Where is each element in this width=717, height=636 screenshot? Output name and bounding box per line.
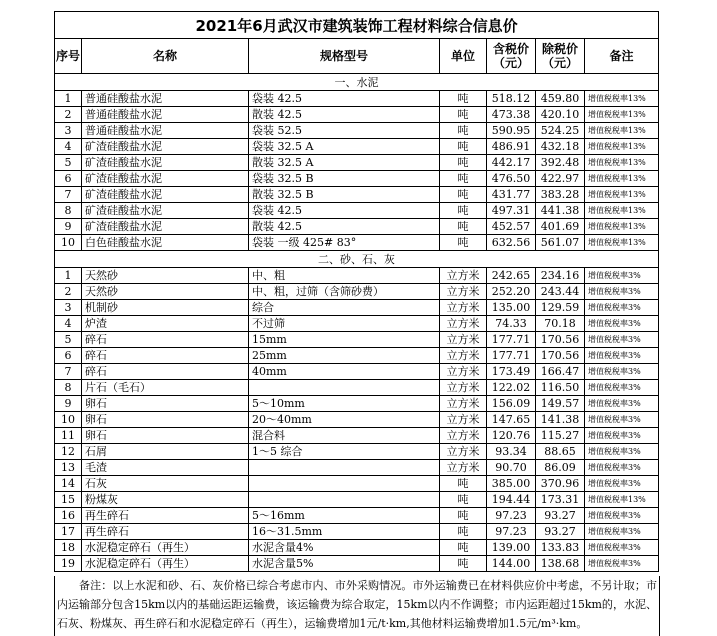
row-tax-in: 590.95: [487, 123, 536, 139]
row-name: 普通硅酸盐水泥: [82, 107, 249, 123]
row-note: 增值税税率3%: [585, 444, 659, 460]
row-unit: 吨: [440, 171, 487, 187]
row-tax-in: 135.00: [487, 300, 536, 316]
row-note: 增值税税率13%: [585, 187, 659, 203]
row-tax-in: 139.00: [487, 540, 536, 556]
row-tax-ex: 93.27: [536, 524, 585, 540]
row-note: 增值税税率3%: [585, 540, 659, 556]
row-tax-in: 144.00: [487, 556, 536, 572]
row-note: 增值税税率3%: [585, 300, 659, 316]
table-row: [55, 316, 659, 332]
row-tax-in: 74.33: [487, 316, 536, 332]
row-unit: 吨: [440, 492, 487, 508]
row-unit: 立方米: [440, 444, 487, 460]
row-tax-in: 452.57: [487, 219, 536, 235]
row-note: 增值税税率3%: [585, 524, 659, 540]
row-tax-ex: 441.38: [536, 203, 585, 219]
row-no: 6: [55, 348, 82, 364]
row-note: 增值税税率3%: [585, 284, 659, 300]
row-unit: 吨: [440, 123, 487, 139]
row-spec: 散装 42.5: [249, 107, 440, 123]
row-no: 4: [55, 316, 82, 332]
row-spec: 袋装 32.5 A: [249, 139, 440, 155]
row-name: 卵石: [82, 396, 249, 412]
row-no: 16: [55, 508, 82, 524]
row-tax-in: 473.38: [487, 107, 536, 123]
row-spec: 16～31.5mm: [249, 524, 440, 540]
row-tax-in: 97.23: [487, 508, 536, 524]
row-name: 石灰: [82, 476, 249, 492]
row-tax-ex: 392.48: [536, 155, 585, 171]
row-name: 碎石: [82, 348, 249, 364]
row-spec: 25mm: [249, 348, 440, 364]
table-row: [55, 412, 659, 428]
row-note: 增值税税率13%: [585, 123, 659, 139]
row-no: 1: [55, 91, 82, 107]
row-unit: 吨: [440, 524, 487, 540]
row-name: 矿渣硅酸盐水泥: [82, 187, 249, 203]
table-row: [55, 476, 659, 492]
row-spec: 中、粗，过筛（含筛砂费）: [249, 284, 440, 300]
row-spec: 1～5 综合: [249, 444, 440, 460]
row-unit: 吨: [440, 219, 487, 235]
row-unit: 吨: [440, 203, 487, 219]
row-note: 增值税税率13%: [585, 203, 659, 219]
row-spec: [249, 380, 440, 396]
row-name: 水泥稳定碎石（再生）: [82, 556, 249, 572]
table-row: [55, 364, 659, 380]
row-note: 增值税税率3%: [585, 316, 659, 332]
row-no: 3: [55, 123, 82, 139]
row-name: 卵石: [82, 428, 249, 444]
table-row: [55, 300, 659, 316]
row-tax-ex: 422.97: [536, 171, 585, 187]
table-row: [55, 396, 659, 412]
row-unit: 吨: [440, 155, 487, 171]
document-title: 2021年6月武汉市建筑装饰工程材料综合信息价: [55, 12, 659, 39]
row-tax-ex: 170.56: [536, 332, 585, 348]
row-spec: [249, 492, 440, 508]
row-tax-in: 497.31: [487, 203, 536, 219]
row-name: 石屑: [82, 444, 249, 460]
row-note: 增值税税率13%: [585, 492, 659, 508]
row-tax-ex: 70.18: [536, 316, 585, 332]
row-tax-in: 177.71: [487, 348, 536, 364]
table-row: [55, 284, 659, 300]
header-spec: 规格型号: [249, 39, 440, 74]
row-name: 机制砂: [82, 300, 249, 316]
row-name: 卵石: [82, 412, 249, 428]
row-name: 天然砂: [82, 268, 249, 284]
section-row: [55, 74, 659, 91]
row-spec: 水泥含量5%: [249, 556, 440, 572]
table-row: [55, 460, 659, 476]
header-unit: 单位: [440, 39, 487, 74]
row-spec: 散装 32.5 A: [249, 155, 440, 171]
table-row: [55, 235, 659, 251]
row-tax-in: 518.12: [487, 91, 536, 107]
row-spec: 袋装 一级 425# 83°: [249, 235, 440, 251]
section-row: [55, 251, 659, 268]
row-spec: [249, 460, 440, 476]
row-unit: 立方米: [440, 364, 487, 380]
row-no: 2: [55, 284, 82, 300]
row-tax-in: 120.76: [487, 428, 536, 444]
row-no: 1: [55, 268, 82, 284]
row-note: 增值税税率3%: [585, 348, 659, 364]
row-tax-ex: 459.80: [536, 91, 585, 107]
table-row: [55, 524, 659, 540]
row-tax-ex: 141.38: [536, 412, 585, 428]
notes-text: 备注：以上水泥和砂、石、灰价格已综合考虑市内、市外采购情况。市外运输费已在材料供应价中考虑，不另计取；市内运输部分包含15km以内的基础运距运输费，该运输费为综合取定，15km以内不作调整；市内运距超过15km的，水泥、石灰、粉煤灰、再生碎石和水泥稳定碎石（再生），运输费增加1元/t·km,其他材料运输费增加1.5元/m³·km。: [57, 579, 657, 630]
row-no: 4: [55, 139, 82, 155]
row-no: 15: [55, 492, 82, 508]
table-row: [55, 332, 659, 348]
row-spec: 散装 42.5: [249, 219, 440, 235]
row-note: 增值税税率3%: [585, 332, 659, 348]
row-unit: 立方米: [440, 316, 487, 332]
row-tax-in: 93.34: [487, 444, 536, 460]
price-sheet: [54, 11, 658, 572]
row-no: 18: [55, 540, 82, 556]
row-spec: 袋装 52.5: [249, 123, 440, 139]
row-name: 再生碎石: [82, 508, 249, 524]
row-tax-ex: 133.83: [536, 540, 585, 556]
row-spec: 20～40mm: [249, 412, 440, 428]
row-tax-in: 476.50: [487, 171, 536, 187]
row-note: 增值税税率3%: [585, 556, 659, 572]
row-note: 增值税税率13%: [585, 91, 659, 107]
header-no: 序号: [55, 39, 82, 74]
row-no: 6: [55, 171, 82, 187]
row-tax-ex: 116.50: [536, 380, 585, 396]
row-note: 增值税税率13%: [585, 219, 659, 235]
row-name: 毛渣: [82, 460, 249, 476]
row-tax-in: 147.65: [487, 412, 536, 428]
row-name: 水泥稳定碎石（再生）: [82, 540, 249, 556]
row-tax-in: 632.56: [487, 235, 536, 251]
row-no: 5: [55, 155, 82, 171]
row-tax-in: 431.77: [487, 187, 536, 203]
row-spec: 15mm: [249, 332, 440, 348]
row-name: 天然砂: [82, 284, 249, 300]
row-tax-ex: 432.18: [536, 139, 585, 155]
table-row: [55, 171, 659, 187]
table-row: [55, 123, 659, 139]
row-spec: 袋装 42.5: [249, 203, 440, 219]
row-name: 碎石: [82, 364, 249, 380]
table-body: [55, 74, 659, 572]
table-row: [55, 91, 659, 107]
row-unit: 吨: [440, 508, 487, 524]
row-unit: 立方米: [440, 460, 487, 476]
row-unit: 立方米: [440, 412, 487, 428]
row-note: 增值税税率13%: [585, 171, 659, 187]
row-tax-in: 252.20: [487, 284, 536, 300]
table-row: [55, 187, 659, 203]
row-unit: 立方米: [440, 268, 487, 284]
row-no: 7: [55, 364, 82, 380]
row-tax-ex: 149.57: [536, 396, 585, 412]
notes-block: [54, 576, 660, 636]
table-row: [55, 380, 659, 396]
table-row: [55, 219, 659, 235]
row-no: 13: [55, 460, 82, 476]
row-note: 增值税税率3%: [585, 508, 659, 524]
row-no: 2: [55, 107, 82, 123]
row-tax-in: 242.65: [487, 268, 536, 284]
row-tax-ex: 234.16: [536, 268, 585, 284]
row-unit: 立方米: [440, 284, 487, 300]
row-note: 增值税税率3%: [585, 428, 659, 444]
row-unit: 吨: [440, 556, 487, 572]
row-spec: 袋装 42.5: [249, 91, 440, 107]
table-row: [55, 155, 659, 171]
row-no: 10: [55, 412, 82, 428]
row-spec: 5～16mm: [249, 508, 440, 524]
row-name: 矿渣硅酸盐水泥: [82, 171, 249, 187]
row-no: 8: [55, 203, 82, 219]
section-title: 一、水泥: [55, 74, 659, 91]
row-tax-ex: 370.96: [536, 476, 585, 492]
row-name: 矿渣硅酸盐水泥: [82, 219, 249, 235]
row-unit: 吨: [440, 139, 487, 155]
row-unit: 立方米: [440, 348, 487, 364]
row-unit: 立方米: [440, 332, 487, 348]
price-table: [54, 11, 659, 572]
row-no: 10: [55, 235, 82, 251]
row-no: 3: [55, 300, 82, 316]
row-tax-in: 385.00: [487, 476, 536, 492]
row-name: 矿渣硅酸盐水泥: [82, 155, 249, 171]
row-note: 增值税税率3%: [585, 460, 659, 476]
row-spec: 袋装 32.5 B: [249, 171, 440, 187]
table-row: [55, 492, 659, 508]
row-spec: 综合: [249, 300, 440, 316]
row-tax-ex: 86.09: [536, 460, 585, 476]
row-spec: 40mm: [249, 364, 440, 380]
table-row: [55, 444, 659, 460]
row-tax-ex: 129.59: [536, 300, 585, 316]
row-no: 7: [55, 187, 82, 203]
row-no: 5: [55, 332, 82, 348]
row-note: 增值税税率3%: [585, 396, 659, 412]
row-name: 炉渣: [82, 316, 249, 332]
row-unit: 立方米: [440, 396, 487, 412]
row-tax-ex: 115.27: [536, 428, 585, 444]
table-row: [55, 428, 659, 444]
row-unit: 吨: [440, 476, 487, 492]
row-tax-in: 90.70: [487, 460, 536, 476]
row-tax-ex: 561.07: [536, 235, 585, 251]
table-row: [55, 508, 659, 524]
row-spec: 水泥含量4%: [249, 540, 440, 556]
row-spec: 中、粗: [249, 268, 440, 284]
row-unit: 吨: [440, 235, 487, 251]
row-unit: 立方米: [440, 428, 487, 444]
row-note: 增值税税率3%: [585, 380, 659, 396]
row-unit: 吨: [440, 187, 487, 203]
row-name: 矿渣硅酸盐水泥: [82, 203, 249, 219]
header-note: 备注: [585, 39, 659, 74]
row-name: 片石（毛石）: [82, 380, 249, 396]
row-name: 矿渣硅酸盐水泥: [82, 139, 249, 155]
row-note: 增值税税率13%: [585, 155, 659, 171]
row-tax-ex: 401.69: [536, 219, 585, 235]
row-tax-ex: 170.56: [536, 348, 585, 364]
header-tax-ex: 除税价（元）: [536, 39, 585, 74]
row-no: 8: [55, 380, 82, 396]
row-tax-ex: 138.68: [536, 556, 585, 572]
row-no: 14: [55, 476, 82, 492]
row-note: 增值税税率3%: [585, 412, 659, 428]
row-no: 9: [55, 396, 82, 412]
table-row: [55, 107, 659, 123]
row-spec: 散装 32.5 B: [249, 187, 440, 203]
row-tax-ex: 88.65: [536, 444, 585, 460]
row-tax-in: 442.17: [487, 155, 536, 171]
row-tax-in: 194.44: [487, 492, 536, 508]
row-unit: 立方米: [440, 380, 487, 396]
row-note: 增值税税率3%: [585, 476, 659, 492]
row-no: 9: [55, 219, 82, 235]
row-no: 19: [55, 556, 82, 572]
row-name: 再生碎石: [82, 524, 249, 540]
table-row: [55, 203, 659, 219]
row-unit: 吨: [440, 91, 487, 107]
row-tax-ex: 524.25: [536, 123, 585, 139]
row-spec: 混合料: [249, 428, 440, 444]
row-tax-ex: 420.10: [536, 107, 585, 123]
section-title: 二、砂、石、灰: [55, 251, 659, 268]
row-tax-in: 122.02: [487, 380, 536, 396]
row-note: 增值税税率13%: [585, 107, 659, 123]
row-name: 白色硅酸盐水泥: [82, 235, 249, 251]
row-name: 粉煤灰: [82, 492, 249, 508]
row-note: 增值税税率3%: [585, 268, 659, 284]
row-tax-ex: 173.31: [536, 492, 585, 508]
row-name: 普通硅酸盐水泥: [82, 91, 249, 107]
table-row: [55, 540, 659, 556]
row-spec: 5～10mm: [249, 396, 440, 412]
row-tax-in: 177.71: [487, 332, 536, 348]
row-tax-ex: 243.44: [536, 284, 585, 300]
row-unit: 立方米: [440, 300, 487, 316]
row-tax-in: 97.23: [487, 524, 536, 540]
row-tax-in: 486.91: [487, 139, 536, 155]
row-unit: 吨: [440, 540, 487, 556]
table-row: [55, 556, 659, 572]
header-tax-in: 含税价（元）: [487, 39, 536, 74]
header-row: [55, 39, 659, 74]
row-unit: 吨: [440, 107, 487, 123]
row-note: 增值税税率3%: [585, 364, 659, 380]
table-row: [55, 348, 659, 364]
row-name: 碎石: [82, 332, 249, 348]
row-tax-ex: 93.27: [536, 508, 585, 524]
table-row: [55, 268, 659, 284]
row-no: 17: [55, 524, 82, 540]
row-tax-ex: 166.47: [536, 364, 585, 380]
row-note: 增值税税率13%: [585, 235, 659, 251]
row-tax-ex: 383.28: [536, 187, 585, 203]
row-tax-in: 173.49: [487, 364, 536, 380]
row-spec: [249, 476, 440, 492]
row-tax-in: 156.09: [487, 396, 536, 412]
row-no: 11: [55, 428, 82, 444]
row-no: 12: [55, 444, 82, 460]
table-row: [55, 139, 659, 155]
row-name: 普通硅酸盐水泥: [82, 123, 249, 139]
header-name: 名称: [82, 39, 249, 74]
row-note: 增值税税率13%: [585, 139, 659, 155]
row-spec: 不过筛: [249, 316, 440, 332]
